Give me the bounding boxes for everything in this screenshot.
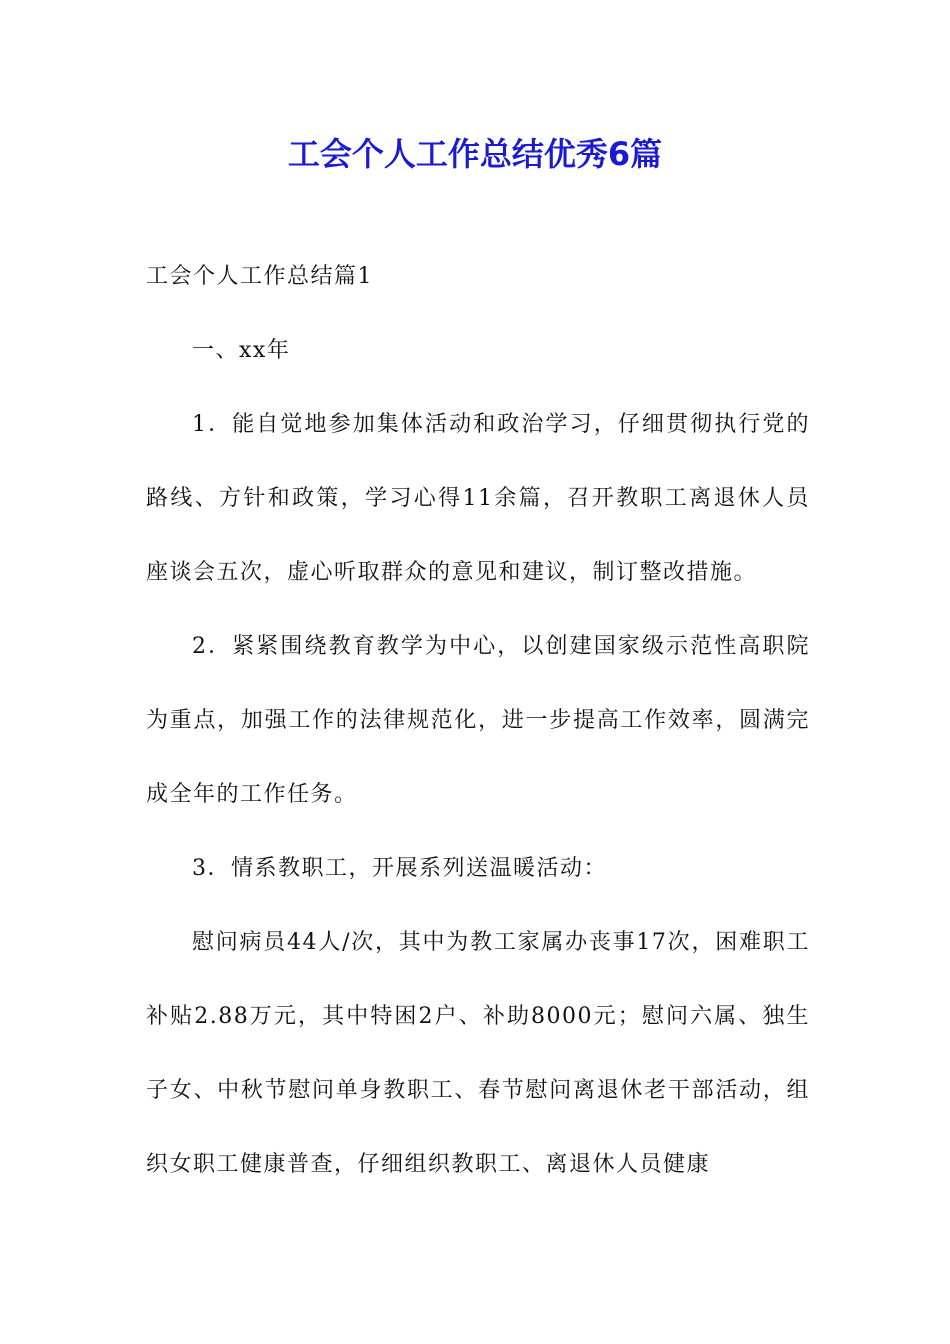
paragraph-item-1: 1．能自觉地参加集体活动和政治学习，仔细贯彻执行党的路线、方针和政策，学习心得11余篇，召开教职工离退休人员座谈会五次，虚心听取群众的意见和建议，制订整改措施。	[146, 412, 810, 585]
paragraph-item-2: 2．紧紧围绕教育教学为中心，以创建国家级示范性高职院为重点，加强工作的法律规范化，进一步提高工作效率，圆满完成全年的工作任务。	[146, 634, 810, 807]
paragraph-item-3: 3．情系教职工，开展系列送温暖活动：	[192, 856, 607, 881]
document-title: 工会个人工作总结优秀6篇	[287, 135, 663, 173]
paragraph-detail: 慰问病员44人/次，其中为教工家属办丧事17次，困难职工补贴2.88万元，其中特困2户、补助8000元；慰问六属、独生子女、中秋节慰问单身教职工、春节慰问离退休老干部活动，组织女职工健康普查，仔细组织教职工、离退休人员健康	[146, 930, 810, 1177]
section-heading: 工会个人工作总结篇1	[146, 264, 373, 289]
document-body	[146, 240, 810, 1202]
subsection-heading: 一、xx年	[192, 338, 291, 363]
